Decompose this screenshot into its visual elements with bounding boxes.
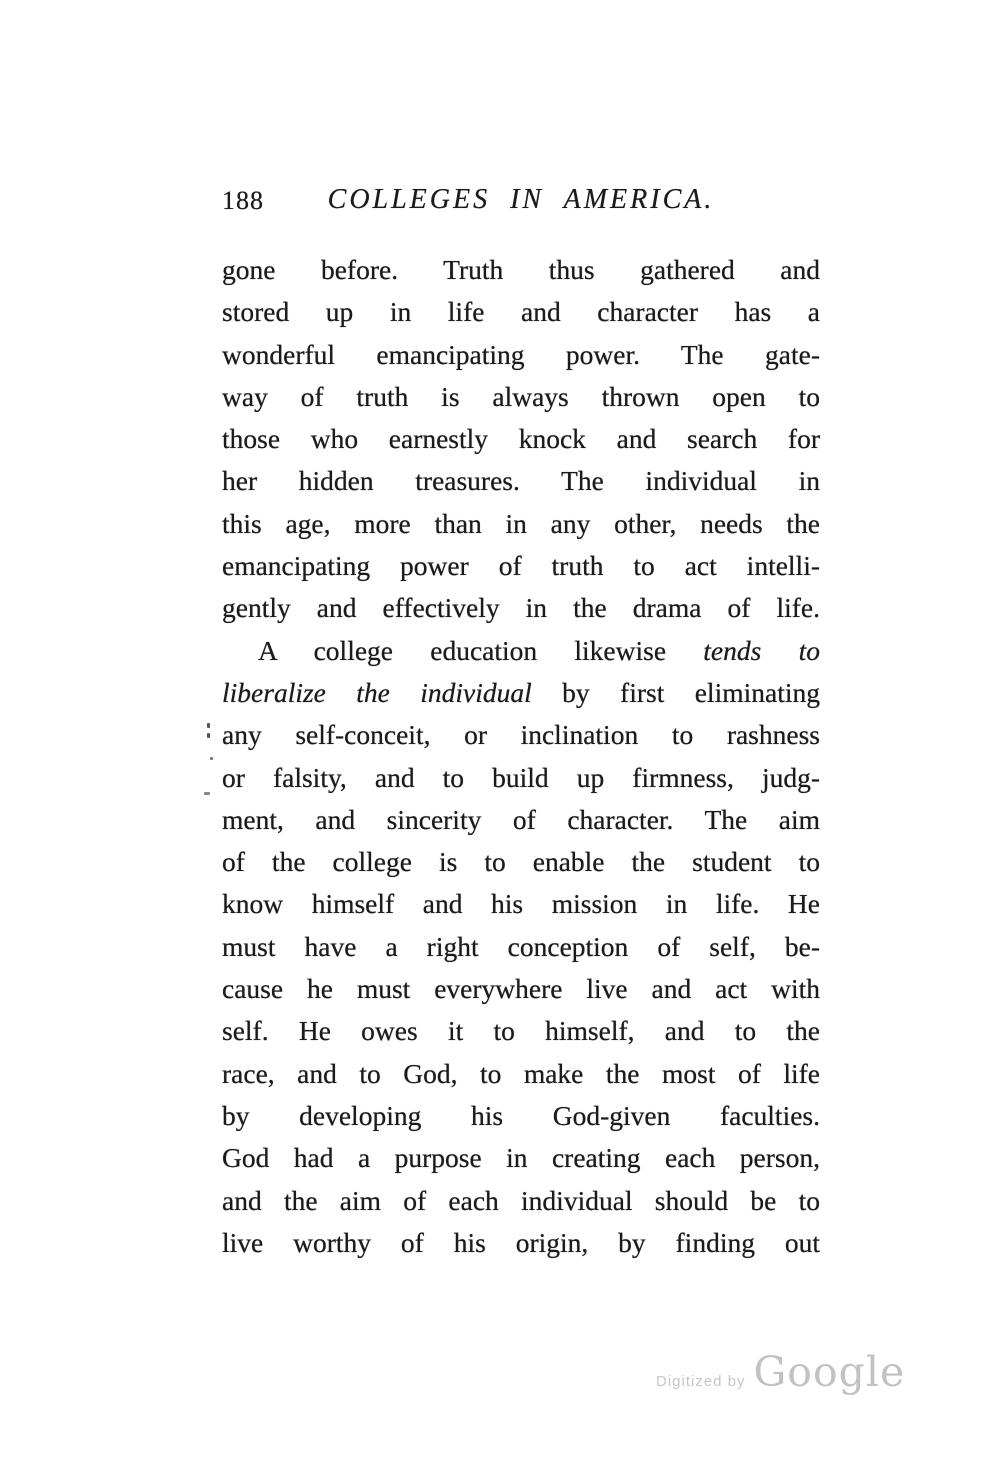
text-run: way of truth is always thrown open to bbox=[222, 380, 820, 412]
text-run: those who earnestly knock and search for bbox=[222, 423, 820, 455]
text-run: any self-conceit, or inclination to rashness bbox=[222, 719, 820, 751]
text-run: self. He owes it to himself, and to the bbox=[222, 1015, 820, 1047]
text-line bbox=[222, 1222, 820, 1264]
text-run: her hidden treasures. The individual in bbox=[222, 465, 820, 497]
text-line bbox=[222, 418, 820, 460]
text-run: know himself and his mission in life. He bbox=[222, 888, 820, 920]
body-text-block bbox=[222, 249, 820, 1264]
google-watermark-logo: Google bbox=[753, 1348, 906, 1396]
text-line bbox=[222, 1137, 820, 1179]
text-run-italic: tends to bbox=[703, 634, 820, 666]
text-line bbox=[222, 249, 820, 291]
text-run: of the college is to enable the student to bbox=[222, 846, 820, 878]
text-line bbox=[222, 1053, 820, 1095]
text-line bbox=[222, 968, 820, 1010]
text-line bbox=[222, 587, 820, 629]
scan-artifact-speck bbox=[204, 792, 210, 795]
text-run: A college education likewise bbox=[258, 634, 704, 666]
scan-artifact-speck bbox=[207, 733, 210, 738]
text-line bbox=[222, 672, 820, 714]
text-line bbox=[222, 757, 820, 799]
text-line bbox=[222, 1010, 820, 1052]
text-line bbox=[222, 1180, 820, 1222]
running-header bbox=[222, 184, 820, 214]
text-line bbox=[222, 503, 820, 545]
text-run: must have a right conception of self, be- bbox=[222, 930, 820, 962]
text-line bbox=[222, 926, 820, 968]
text-run: gently and effectively in the drama of life. bbox=[222, 592, 820, 624]
text-run: by first eliminating bbox=[531, 676, 820, 708]
text-run: gone before. Truth thus gathered and bbox=[222, 254, 820, 285]
text-run: race, and to God, to make the most of life bbox=[222, 1057, 820, 1089]
text-run: live worthy of his origin, by finding out bbox=[222, 1226, 820, 1258]
text-run: cause he must everywhere live and act with bbox=[222, 973, 820, 1005]
text-line bbox=[222, 841, 820, 883]
text-line bbox=[222, 799, 820, 841]
text-run: emancipating power of truth to act intelli- bbox=[222, 550, 820, 582]
text-line bbox=[222, 883, 820, 925]
text-run: this age, more than in any other, needs the bbox=[222, 507, 820, 539]
page-number: 188 bbox=[222, 186, 264, 215]
text-line bbox=[222, 376, 820, 418]
text-line bbox=[222, 291, 820, 333]
text-run-italic: liberalize the individual bbox=[222, 676, 532, 708]
text-run: ment, and sincerity of character. The aim bbox=[222, 803, 820, 835]
running-header-title: COLLEGES IN AMERICA. bbox=[327, 184, 715, 215]
text-line bbox=[222, 460, 820, 502]
text-run: by developing his God-given faculties. bbox=[222, 1099, 820, 1131]
text-run: stored up in life and character has a bbox=[222, 296, 820, 328]
text-line bbox=[222, 545, 820, 587]
text-run: or falsity, and to build up firmness, judg- bbox=[222, 761, 820, 793]
text-run: wonderful emancipating power. The gate- bbox=[222, 338, 820, 370]
scan-artifact-speck bbox=[207, 723, 210, 728]
digitized-by-google-watermark bbox=[656, 1348, 905, 1396]
scan-artifact-speck bbox=[210, 757, 213, 760]
text-run: and the aim of each individual should be to bbox=[222, 1184, 820, 1216]
watermark-prefix-text: Digitized by bbox=[656, 1373, 746, 1390]
text-line-paragraph-start bbox=[222, 630, 820, 672]
text-run: God had a purpose in creating each person, bbox=[222, 1142, 820, 1174]
text-line bbox=[222, 334, 820, 376]
text-line bbox=[222, 714, 820, 756]
text-line bbox=[222, 1095, 820, 1137]
